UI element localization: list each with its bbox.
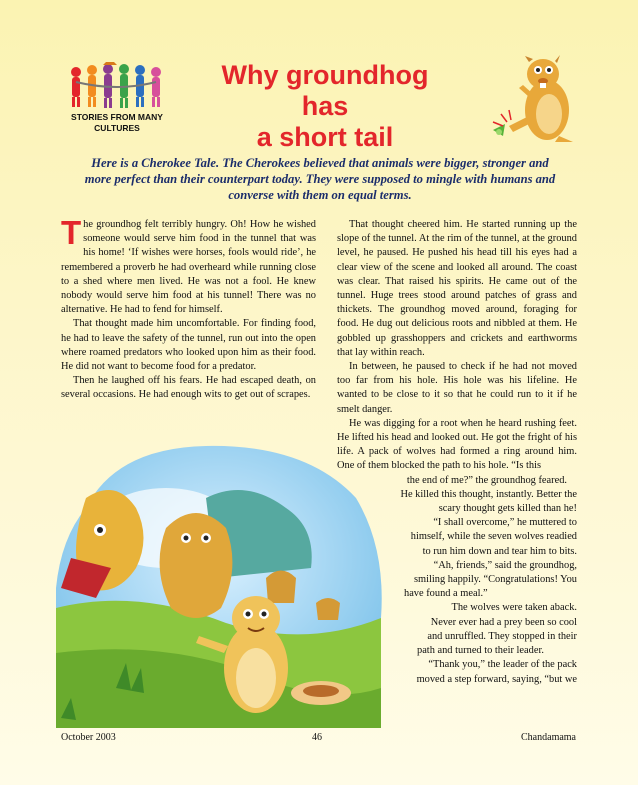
text-line: path and turned to their leader.: [417, 645, 544, 657]
magazine-name: Chandamama: [521, 732, 576, 743]
footer-date: October 2003: [61, 732, 116, 743]
story-title: [195, 60, 455, 153]
series-logo: [58, 62, 176, 138]
paragraph-6: He was digging for a root when he heard rushing feet. He lifted his head and looked out. He got the fright of his life. A pack of wolves had formed a ring around him. One of them blocked the path to his hole. “Is this: [337, 417, 577, 472]
logo-line-1: STORIES FROM MANY: [71, 112, 163, 122]
text-line: The wolves were taken aback.: [451, 602, 577, 614]
paragraph-3: Then he laughed off his fears. He had escaped death, on several occasions. He had enough wits to get out of scrapes.: [61, 375, 316, 401]
groundhog-kicking-illustration: [485, 52, 585, 147]
text-line: moved a step forward, saying, “but we: [416, 673, 577, 685]
text-line: smiling happily. “Congratulations! You: [414, 574, 577, 586]
text-line: to run him down and tear him to bits.: [422, 545, 577, 557]
title-line-2: a short tail: [256, 122, 394, 152]
intro-paragraph: Here is a Cherokee Tale. The Cherokees believed that animals were bigger, stronger and more perfect than their counterpart today. They were supposed to mingle with humans and converse with them on equal terms.: [84, 156, 556, 202]
people-circle-icon: [62, 62, 172, 110]
logo-line-2: CULTURES: [94, 123, 140, 133]
groundhog-and-wolves-illustration: [56, 438, 386, 728]
left-column: [61, 214, 316, 403]
text-line: and unruffled. They stopped in their: [427, 630, 577, 642]
text-line: “I shall overcome,” he muttered to: [433, 517, 577, 529]
text-line: “Ah, friends,” said the groundhog,: [433, 559, 577, 571]
text-line: “Thank you,” the leader of the pack: [428, 659, 577, 671]
text-line: Never ever had a prey been so cool: [430, 616, 577, 628]
paragraph-2: That thought made him uncomfortable. For finding food, he had to leave the safety of the tunnel, run out into the open where roamed predators who looked upon him as their food. He did not want to become food for a predator.: [61, 318, 316, 373]
text-line: himself, while the seven wolves readied: [410, 531, 577, 543]
drop-cap: T: [61, 214, 82, 251]
text-line: He killed this thought, instantly. Better the: [400, 488, 577, 500]
paragraph-5: In between, he paused to check if he had not moved too far from his hole. His hole was his lifeline. He wanted to be close to it so that he could run to it if he smelt danger.: [337, 361, 577, 415]
page-number: 46: [312, 732, 322, 743]
title-line-1: Why groundhog has: [221, 60, 429, 121]
paragraph-1: [61, 214, 316, 317]
text-line: the end of me?” the groundhog feared.: [406, 474, 567, 486]
text-line: scary thought gets killed than he!: [438, 503, 577, 515]
text-line: have found a meal.”: [404, 588, 488, 600]
paragraph-4: That thought cheered him. He started running up the slope of the tunnel. At the rim of the tunnel, at the ground level, he paused. He pushed his head till his eyes had a clear view of the scene and looked all around. The coast was clear. That raised his spirits. He came out of the tunnel. Huge trees stood around patches of grass and thickets. The groundhog moved around, foraging for food. He dug out delicious roots and nibbled at them. He gobbled up grasshoppers and crickets and earthworms that lay within reach.: [337, 219, 577, 358]
paragraph-1-text: he groundhog felt terribly hungry. Oh! How he wished someone would serve him food in the tunnel that was his home! ‘If wishes were horses, fools would ride’, he remembered a proverb he had overheard while running close to a shed where men lived. He was not a fool. He knew nobody would serve him food at his tunnel! There was no alternative. He had to fend for himself.: [61, 219, 316, 316]
logo-caption: [58, 112, 176, 134]
